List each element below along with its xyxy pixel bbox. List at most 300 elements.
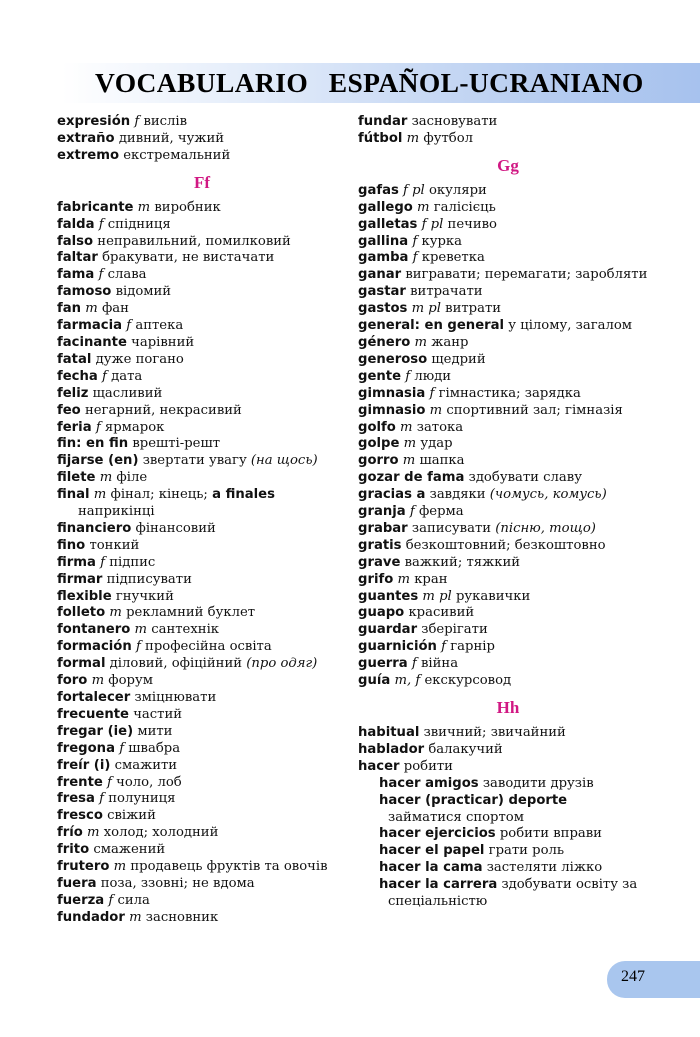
vocab-entry: [358, 284, 658, 301]
vocab-entry: [358, 436, 658, 453]
vocab-entry: [57, 572, 347, 589]
letter-heading-g: Gg: [497, 155, 519, 175]
headword: fuerza: [57, 892, 105, 908]
f-entries: [57, 200, 347, 927]
headword: expresión: [57, 114, 131, 129]
headword: filete: [57, 470, 96, 486]
translation: записувати: [411, 520, 492, 536]
vocab-entry: [358, 622, 658, 639]
translation: гімнастика; зарядка: [438, 385, 581, 401]
vocab-entry: [358, 877, 658, 894]
vocab-entry: [57, 148, 347, 165]
translation: сила: [117, 892, 150, 908]
headword: frito: [57, 842, 90, 858]
headword: fatal: [57, 351, 92, 367]
headword: faltar: [57, 250, 98, 266]
translation: ярмарок: [104, 419, 165, 435]
vocab-entry: [57, 656, 347, 673]
translation: чоло, лоб: [116, 774, 182, 790]
headword: hacer la carrera: [379, 877, 498, 893]
vocab-entry: [358, 386, 658, 403]
translation: підписувати: [106, 571, 192, 587]
translation: смажити: [114, 757, 178, 773]
grammar-label: f: [134, 114, 140, 129]
headword: fan: [57, 301, 82, 317]
headword: guerra: [358, 656, 408, 672]
headword: galletas: [358, 216, 418, 232]
headword: feo: [57, 402, 81, 418]
headword: extremo: [57, 147, 120, 163]
vocab-entry: [358, 656, 658, 673]
grammar-label: f: [409, 504, 415, 520]
vocab-entry: [358, 403, 658, 420]
translation: жанр: [431, 334, 469, 350]
translation: свіжий: [107, 808, 156, 824]
headword: hacer ejercicios: [379, 826, 496, 842]
vocab-entry: [57, 521, 347, 538]
headword: guardar: [358, 622, 418, 638]
headword: hablador: [358, 741, 425, 757]
vocab-entry: [57, 555, 347, 572]
translation: екстремальний: [123, 147, 231, 163]
headword: farmacia: [57, 318, 123, 334]
translation: рукавички: [455, 588, 531, 604]
headword: facinante: [57, 334, 127, 350]
vocab-entry: [358, 860, 658, 877]
grammar-label: m: [109, 605, 122, 621]
vocab-entry: [57, 453, 347, 470]
grammar-label: m: [429, 402, 443, 418]
translation: курка: [421, 233, 463, 249]
grammar-label: m: [99, 470, 113, 486]
headword: fama: [57, 267, 95, 283]
vocab-entry: [57, 420, 347, 437]
headword: folleto: [57, 605, 106, 621]
translation: витрачати: [410, 284, 483, 300]
grammar-label: m: [402, 453, 416, 469]
translation: гарнір: [450, 639, 495, 655]
grammar-label: f: [135, 639, 141, 655]
grammar-label: f: [99, 791, 105, 807]
headword: fino: [57, 537, 86, 553]
vocab-entry: [57, 808, 347, 825]
sub-phrase: a finales: [212, 487, 275, 503]
translation: мити: [137, 723, 173, 739]
grammar-label: m: [417, 199, 430, 215]
entry-continuation: займатися спортом: [388, 809, 524, 825]
vocab-entry: [57, 436, 347, 453]
headword: frutero: [57, 859, 110, 875]
translation: полуниця: [108, 791, 176, 807]
vocab-entry: [57, 114, 347, 131]
translation: філе: [116, 470, 148, 486]
translation: фінал; кінець;: [110, 487, 208, 503]
translation: поза, ззовні; не вдома: [100, 875, 255, 891]
translation: витрати: [445, 301, 502, 317]
vocab-entry: [57, 131, 347, 148]
translation: діловий, офіційний: [109, 656, 243, 672]
grammar-label: f pl: [403, 182, 425, 198]
headword: fin: en fin: [57, 436, 129, 452]
grammar-label: f: [411, 656, 417, 672]
headword: hacer el papel: [379, 843, 485, 859]
headword: financiero: [57, 520, 132, 536]
translation: фан: [101, 301, 129, 317]
translation: професійна освіта: [145, 639, 272, 655]
headword: general: en general: [358, 318, 505, 334]
vocab-entry: [57, 200, 347, 217]
translation: негарний, некрасивий: [84, 402, 242, 418]
grammar-label: f: [95, 419, 101, 435]
grammar-label: f: [405, 368, 411, 384]
vocab-entry: [57, 893, 347, 910]
grammar-label: f: [108, 892, 114, 908]
headword: extraño: [57, 130, 115, 146]
translation: вислів: [143, 114, 188, 129]
vocab-entry: [358, 759, 658, 776]
grammar-label: m pl: [411, 301, 441, 317]
grammar-label: m: [414, 334, 427, 350]
vocab-entry: [57, 335, 347, 352]
headword: género: [358, 334, 411, 350]
translation: продавець фруктів та овочів: [130, 859, 328, 875]
vocab-entry: [358, 420, 658, 437]
translation: дата: [111, 368, 143, 384]
grammar-label: f: [98, 267, 104, 283]
g-entries: [358, 183, 658, 690]
vocab-entry: [358, 538, 658, 555]
translation: зміцнювати: [134, 690, 217, 705]
grammar-label: f: [126, 318, 132, 334]
translation: кран: [414, 571, 448, 587]
translation: зберігати: [421, 622, 488, 638]
headword: firmar: [57, 571, 103, 587]
headword: grave: [358, 554, 401, 570]
vocab-entry: [57, 352, 347, 369]
translation: балакучий: [428, 741, 503, 757]
grammar-label: m: [85, 301, 98, 317]
translation: спортивний зал; гімназія: [446, 402, 623, 418]
grammar-label: m: [406, 130, 420, 146]
vocab-entry: [57, 758, 347, 775]
vocab-entry: [57, 842, 347, 859]
translation: слава: [107, 267, 147, 283]
headword: gallina: [358, 233, 409, 249]
headword: feria: [57, 419, 92, 435]
headword: fundador: [57, 909, 125, 925]
grammar-label: m: [129, 909, 142, 925]
usage-note: (на щось): [250, 453, 318, 469]
grammar-label: m: [400, 419, 413, 435]
vocab-entry: [57, 301, 347, 318]
vocab-entry: [57, 284, 347, 301]
translation: щасливий: [92, 385, 163, 401]
vocab-entry: [57, 639, 347, 656]
translation: звертати увагу: [142, 453, 247, 469]
translation: рекламний буклет: [126, 605, 256, 621]
headword: fijarse (en): [57, 453, 139, 469]
vocab-entry: [358, 470, 658, 487]
vocab-entry: [358, 318, 658, 335]
translation: врешті-решт: [132, 436, 221, 452]
headword: fresa: [57, 791, 95, 807]
translation: засновник: [145, 909, 219, 925]
translation: холод; холодний: [103, 825, 219, 841]
vocab-entry: [57, 876, 347, 893]
vocab-entry: [57, 622, 347, 639]
grammar-label: f: [412, 233, 418, 249]
headword: frío: [57, 825, 83, 841]
headword: fregona: [57, 740, 115, 756]
headword: granja: [358, 504, 406, 520]
translation: дуже погано: [95, 351, 184, 367]
vocab-entry: [57, 589, 347, 606]
translation: тонкий: [89, 537, 140, 553]
headword: gastos: [358, 301, 408, 317]
vocab-entry: [358, 234, 658, 251]
translation: застеляти ліжко: [486, 860, 603, 876]
entry-continuation: наприкінці: [78, 504, 155, 520]
headword: hacer la cama: [379, 860, 483, 876]
headword: gracias a: [358, 487, 426, 503]
vocab-entry: [57, 487, 347, 504]
vocab-entry: [57, 605, 347, 622]
translation: засновувати: [411, 114, 498, 129]
headword: gastar: [358, 284, 406, 300]
vocab-entry: [57, 369, 347, 386]
headword: gozar de fama: [358, 470, 465, 486]
vocab-entry: [57, 403, 347, 420]
translation: окуляри: [428, 182, 487, 198]
headword: fútbol: [358, 130, 403, 146]
grammar-label: f: [412, 250, 418, 266]
translation: ферма: [418, 504, 464, 520]
vocab-entry: [358, 776, 658, 793]
translation: здобувати славу: [468, 470, 582, 486]
translation: удар: [420, 436, 453, 452]
vocab-entry: [358, 504, 658, 521]
translation: спідниця: [107, 216, 171, 232]
headword: formal: [57, 656, 106, 672]
headword: final: [57, 487, 90, 503]
vocab-entry: [57, 217, 347, 234]
right-top-entries: [358, 114, 658, 148]
vocab-entry: [358, 673, 658, 690]
translation: галісієць: [433, 199, 496, 215]
headword: fontanero: [57, 622, 131, 638]
vocab-entry: [358, 843, 658, 860]
headword: hacer (practicar) deporte: [379, 792, 568, 808]
translation: затока: [416, 419, 464, 435]
headword: guía: [358, 673, 391, 689]
headword: gimnasia: [358, 385, 426, 401]
vocab-entry: [358, 725, 658, 742]
headword: guantes: [358, 588, 419, 604]
vocab-entry: [358, 369, 658, 386]
translation: частий: [133, 706, 183, 722]
headword: hacer: [358, 758, 400, 774]
vocab-entry: [358, 521, 658, 538]
vocab-entry: [358, 589, 658, 606]
headword: fundar: [358, 114, 408, 129]
vocab-entry: [57, 690, 347, 707]
translation: неправильний, помилковий: [97, 233, 291, 249]
translation: печиво: [447, 216, 497, 232]
vocab-entry: [57, 791, 347, 808]
translation: креветка: [421, 250, 485, 266]
vocab-entry: [358, 826, 658, 843]
translation: смажений: [93, 842, 166, 858]
translation: грати роль: [488, 843, 565, 859]
headword: falda: [57, 216, 95, 232]
headword: gallego: [358, 199, 413, 215]
translation: бракувати, не вистачати: [102, 250, 275, 266]
headword: famoso: [57, 284, 112, 300]
grammar-label: m: [397, 571, 410, 587]
vocab-entry: [57, 234, 347, 251]
usage-note: (чомусь, комусь): [489, 487, 607, 503]
vocab-entry: [358, 605, 658, 622]
vocab-entry: [358, 352, 658, 369]
grammar-label: f: [441, 639, 447, 655]
headword: guarnición: [358, 639, 437, 655]
grammar-label: f pl: [421, 216, 444, 232]
right-column: [358, 114, 658, 911]
translation: підпис: [109, 554, 156, 570]
translation: чарівний: [131, 334, 195, 350]
headword: fresco: [57, 808, 103, 824]
headword: gratis: [358, 537, 402, 553]
vocab-entry: [358, 200, 658, 217]
vocab-entry: [358, 742, 658, 759]
headword: formación: [57, 639, 132, 655]
headword: frente: [57, 774, 103, 790]
vocab-entry: [57, 538, 347, 555]
headword: golpe: [358, 436, 400, 452]
vocab-entry: [57, 318, 347, 335]
vocab-entry: [358, 114, 658, 131]
headword: feliz: [57, 385, 89, 401]
grammar-label: f: [102, 368, 107, 384]
translation: форум: [108, 673, 154, 689]
translation: здобувати освіту за: [501, 877, 638, 893]
vocab-entry: [358, 793, 658, 810]
headword: freír (i): [57, 757, 111, 773]
translation: щедрий: [431, 351, 486, 367]
usage-note: (про одяг): [246, 656, 318, 672]
headword: fuera: [57, 875, 97, 891]
vocab-entry: [57, 386, 347, 403]
grammar-label: f: [100, 554, 106, 570]
grammar-label: m: [91, 673, 105, 689]
headword: falso: [57, 233, 94, 249]
grammar-label: f: [429, 385, 435, 401]
translation: завдяки: [429, 487, 486, 503]
grammar-label: f: [98, 216, 104, 232]
grammar-label: f: [119, 740, 125, 756]
translation: екскурсовод: [424, 673, 512, 689]
page-number: 247: [621, 968, 645, 985]
headword: fortalecer: [57, 690, 131, 705]
headword: firma: [57, 554, 96, 570]
headword: grabar: [358, 520, 408, 536]
vocab-entry: [57, 250, 347, 267]
translation: війна: [420, 656, 459, 672]
vocab-entry: [358, 250, 658, 267]
vocab-entry: [358, 453, 658, 470]
headword: flexible: [57, 588, 112, 604]
headword: gamba: [358, 250, 409, 266]
entry-continuation: спеціальністю: [388, 894, 488, 910]
vocab-entry: [57, 859, 347, 876]
left-column: [57, 114, 347, 927]
translation: фінансовий: [135, 520, 216, 536]
page-title: VOCABULARIO ESPAÑOL-UCRANIANO: [95, 67, 644, 98]
headword: hacer amigos: [379, 775, 479, 791]
headword: gafas: [358, 182, 399, 198]
translation: красивий: [408, 605, 475, 621]
vocab-entry: [358, 131, 658, 148]
vocab-entry: [358, 301, 658, 318]
translation: виробник: [154, 199, 221, 215]
vocab-entry: [57, 775, 347, 792]
headword: golfo: [358, 419, 396, 435]
vocab-entry: [57, 707, 347, 724]
vocab-entry: [358, 639, 658, 656]
vocab-entry: [57, 825, 347, 842]
headword: frecuente: [57, 706, 129, 722]
translation: аптека: [135, 318, 184, 334]
translation: безкоштовний; безкоштовно: [405, 537, 606, 553]
vocab-entry: [57, 470, 347, 487]
headword: guapo: [358, 605, 405, 621]
translation: заводити друзів: [482, 775, 594, 791]
headword: foro: [57, 673, 88, 689]
letter-heading-f: Ff: [193, 172, 211, 192]
vocab-entry: [358, 335, 658, 352]
translation: швабра: [128, 740, 181, 756]
translation: у цілому, загалом: [508, 318, 633, 334]
grammar-label: m: [87, 825, 100, 841]
headword: generoso: [358, 351, 428, 367]
left-top-entries: [57, 114, 347, 165]
grammar-label: m: [137, 199, 151, 215]
grammar-label: m: [403, 436, 417, 452]
translation: важкий; тяжкий: [404, 554, 521, 570]
grammar-label: m: [113, 859, 127, 875]
grammar-label: m pl: [422, 588, 452, 604]
headword: ganar: [358, 267, 402, 283]
vocab-entry: [358, 267, 658, 284]
translation: дивний, чужий: [118, 130, 225, 146]
vocab-entry: [57, 673, 347, 690]
headword: gente: [358, 368, 402, 384]
translation: футбол: [423, 130, 474, 146]
translation: робити: [403, 758, 453, 774]
grammar-label: m: [93, 487, 107, 503]
headword: fregar (ie): [57, 723, 134, 739]
usage-note: (пісню, тощо): [495, 520, 596, 536]
vocab-entry: [57, 741, 347, 758]
vocab-entry: [358, 572, 658, 589]
translation: відомий: [115, 284, 172, 300]
letter-heading-h: Hh: [496, 698, 520, 717]
grammar-label: m: [134, 622, 148, 638]
grammar-label: f: [107, 774, 112, 790]
translation: вигравати; перемагати; заробляти: [405, 267, 648, 283]
headword: fecha: [57, 368, 98, 384]
headword: grifo: [358, 571, 394, 587]
